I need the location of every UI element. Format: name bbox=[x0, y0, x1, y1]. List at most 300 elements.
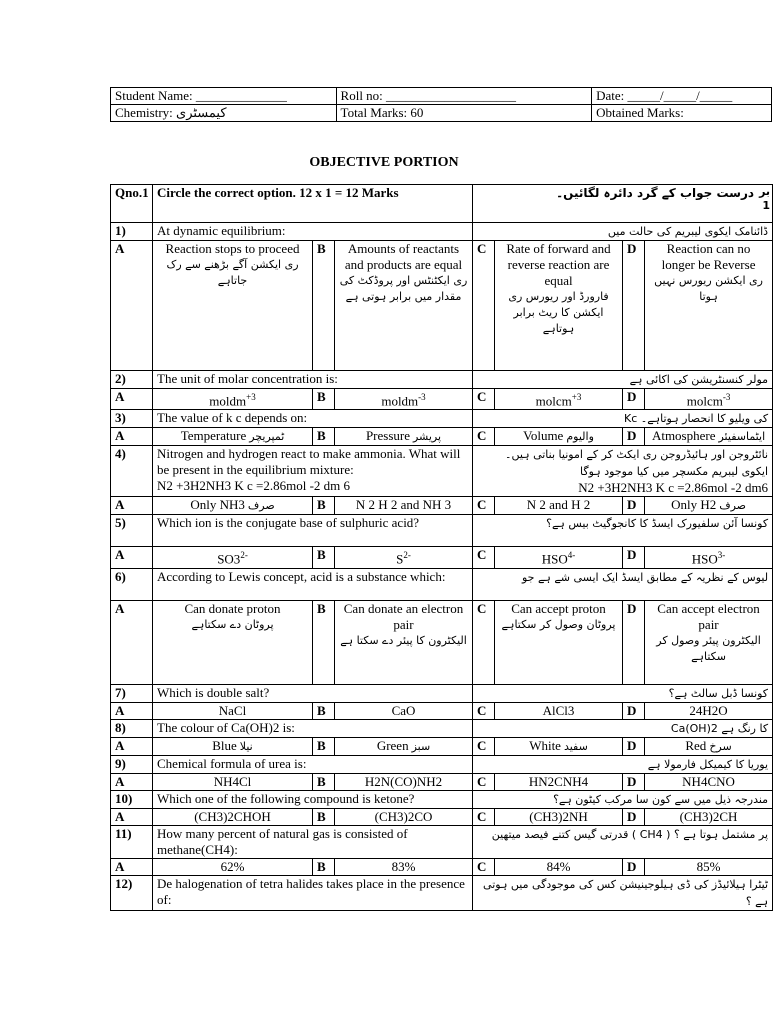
option-english: Green bbox=[376, 737, 409, 753]
option-letter bbox=[623, 428, 645, 446]
option-letter-text: C bbox=[477, 737, 487, 753]
option-letter bbox=[313, 808, 335, 825]
option-english: molcm bbox=[686, 393, 723, 409]
option-english: HN2CNH4 bbox=[528, 773, 589, 789]
option-letter bbox=[473, 428, 495, 446]
question-number-text: 1) bbox=[115, 223, 126, 238]
option-english: 85% bbox=[696, 858, 721, 874]
option-urdu: نیلا bbox=[239, 739, 253, 753]
question-text bbox=[153, 875, 473, 910]
option-letter-text: B bbox=[317, 702, 326, 718]
options-row bbox=[111, 702, 773, 719]
question-row bbox=[111, 223, 773, 241]
question-urdu-cell bbox=[473, 790, 773, 808]
option-letter bbox=[111, 600, 153, 684]
option-english: Volume bbox=[523, 428, 564, 444]
option-letter bbox=[313, 737, 335, 755]
option-english: H2N(CO)NH2 bbox=[364, 773, 443, 789]
question-number bbox=[111, 515, 153, 547]
option-letter-text: B bbox=[317, 497, 326, 513]
option-letter bbox=[111, 737, 153, 755]
question-row bbox=[111, 719, 773, 737]
option-superscript: 3- bbox=[717, 550, 726, 561]
option-value bbox=[335, 241, 473, 371]
question-english: The unit of molar concentration is: bbox=[157, 371, 338, 386]
option-letter-text: C bbox=[477, 547, 487, 563]
option-urdu: سفید bbox=[563, 739, 588, 753]
option-english: SO3 bbox=[217, 551, 241, 567]
option-value bbox=[153, 773, 313, 790]
option-letter-text: C bbox=[477, 773, 487, 789]
question-english: Which ion is the conjugate base of sulphuric acid? bbox=[157, 515, 420, 531]
question-number-text: 8) bbox=[115, 719, 126, 735]
option-value bbox=[153, 497, 313, 515]
option-letter-text: B bbox=[317, 241, 326, 256]
question-text bbox=[153, 719, 473, 737]
option-letter bbox=[623, 773, 645, 790]
question-text bbox=[153, 515, 473, 547]
question-number bbox=[111, 825, 153, 858]
question-urdu: کونسا ڈبل سالٹ ہے؟ bbox=[668, 686, 769, 700]
option-value bbox=[335, 428, 473, 446]
question-number-text: 7) bbox=[115, 684, 126, 700]
option-letter-text: A bbox=[115, 600, 125, 616]
option-urdu: پریشر bbox=[412, 430, 442, 444]
question-formula: N2 +3H2NH3 K c =2.86mol -2 dm 6 bbox=[157, 478, 351, 494]
option-value bbox=[153, 702, 313, 719]
option-value bbox=[495, 600, 623, 684]
question-urdu: Kc کی ویلیو کا انحصار ہوتاہے۔ bbox=[624, 412, 769, 426]
option-english: Can accept electron pair bbox=[657, 600, 760, 632]
option-value bbox=[495, 241, 623, 371]
option-urdu: والیوم bbox=[566, 430, 594, 444]
option-english: Only NH3 bbox=[190, 497, 245, 513]
question-english: Which one of the following compound is ketone? bbox=[157, 790, 415, 806]
option-value bbox=[495, 428, 623, 446]
question-english: Chemical formula of urea is: bbox=[157, 755, 307, 771]
obtained-marks-field: Obtained Marks: bbox=[592, 105, 772, 122]
option-value bbox=[645, 600, 773, 684]
option-english: moldm bbox=[209, 393, 247, 409]
total-marks-field: Total Marks: 60 bbox=[336, 105, 592, 122]
option-letter-text: C bbox=[477, 241, 487, 256]
option-english: Pressure bbox=[365, 428, 410, 444]
option-english: N 2 and H 2 bbox=[526, 497, 591, 513]
option-value bbox=[153, 600, 313, 684]
option-letter-text: C bbox=[477, 497, 487, 513]
question-urdu: نائٹروجن اور ہائیڈروجن ری ایکٹ کر کے امونیا بناتی ہیں۔ ایکوی لیبریم مکسچر میں کیا موجود ہوگا bbox=[505, 448, 769, 479]
instruction-urdu: درست جواب کے گرد دائرہ لگائیں۔ bbox=[556, 186, 755, 200]
question-row bbox=[111, 825, 773, 858]
question-urdu: یوریا کا کیمیکل فارمولا ہے bbox=[647, 757, 769, 771]
option-letter bbox=[473, 858, 495, 875]
student-info-table bbox=[110, 87, 772, 122]
question-english: According to Lewis concept, acid is a substance which: bbox=[157, 568, 446, 584]
option-urdu: ری ایکشن آگے بڑھنے سے رک جاتاہے bbox=[166, 258, 299, 287]
options-row bbox=[111, 773, 773, 790]
option-letter bbox=[111, 428, 153, 446]
option-letter-text: D bbox=[627, 737, 637, 753]
question-row bbox=[111, 410, 773, 428]
option-urdu: پروٹان دے سکتاہے bbox=[191, 617, 274, 631]
question-number-text: 11) bbox=[115, 825, 132, 841]
question-row bbox=[111, 755, 773, 773]
option-letter bbox=[111, 389, 153, 410]
option-letter bbox=[313, 773, 335, 790]
option-urdu: ری ایکشن ریورس نہیں ہوتا bbox=[654, 274, 763, 303]
option-letter bbox=[473, 600, 495, 684]
option-letter-text: C bbox=[477, 428, 487, 444]
option-letter-text: A bbox=[115, 389, 125, 404]
option-letter-text: B bbox=[317, 600, 326, 616]
option-letter-text: D bbox=[627, 428, 637, 444]
option-superscript: +3 bbox=[246, 392, 256, 402]
option-value bbox=[645, 241, 773, 371]
option-letter bbox=[313, 858, 335, 875]
option-english: HSO bbox=[691, 551, 718, 567]
option-value bbox=[645, 858, 773, 875]
option-english: Blue bbox=[212, 737, 237, 753]
option-value bbox=[153, 737, 313, 755]
option-letter bbox=[111, 858, 153, 875]
question-number-text: 9) bbox=[115, 755, 126, 771]
question-text bbox=[153, 446, 473, 497]
question-row bbox=[111, 568, 773, 600]
option-value bbox=[645, 547, 773, 568]
option-urdu: الیکٹرون پیئر وصول کر سکتاہے bbox=[656, 633, 761, 663]
option-letter-text: A bbox=[115, 241, 125, 256]
option-urdu: ایٹماسفیئر bbox=[718, 430, 766, 444]
option-english: Temperature bbox=[180, 428, 247, 444]
option-letter-text: D bbox=[627, 858, 637, 874]
option-value bbox=[495, 773, 623, 790]
question-english: De halogenation of tetra halides takes place in the presence of: bbox=[157, 875, 465, 907]
instruction-text: Circle the correct option. 12 x 1 = 12 Marks bbox=[153, 185, 473, 223]
option-letter bbox=[313, 428, 335, 446]
option-value bbox=[335, 497, 473, 515]
question-number-text: 12) bbox=[115, 875, 133, 891]
option-letter bbox=[313, 497, 335, 515]
option-letter-text: B bbox=[317, 428, 326, 444]
question-number bbox=[111, 875, 153, 910]
question-text bbox=[153, 568, 473, 600]
question-english: The colour of Ca(OH)2 is: bbox=[157, 719, 295, 735]
option-urdu: صرف bbox=[719, 499, 747, 513]
option-superscript: 2- bbox=[240, 550, 248, 561]
question-urdu: ٹیٹرا ہیلائیڈز کی ڈی ہیلوجینیشن کس کی موجودگی میں ہوتی ہے ؟ bbox=[483, 877, 769, 908]
option-english: 62% bbox=[220, 858, 245, 874]
question-urdu-cell bbox=[473, 875, 773, 910]
option-letter bbox=[473, 241, 495, 371]
question-number bbox=[111, 684, 153, 702]
option-letter-text: B bbox=[317, 547, 326, 563]
option-english: S bbox=[396, 551, 404, 567]
options-row bbox=[111, 389, 773, 410]
question-urdu-cell bbox=[473, 825, 773, 858]
question-text bbox=[153, 825, 473, 858]
option-urdu: صرف bbox=[247, 499, 275, 513]
option-value bbox=[153, 808, 313, 825]
option-english: 83% bbox=[391, 858, 416, 874]
question-urdu-cell bbox=[473, 684, 773, 702]
option-letter bbox=[623, 547, 645, 568]
question-number-text: 10) bbox=[115, 790, 133, 806]
option-letter bbox=[473, 497, 495, 515]
option-value bbox=[645, 773, 773, 790]
option-superscript: 4- bbox=[567, 550, 576, 561]
option-value bbox=[153, 858, 313, 875]
option-letter bbox=[623, 808, 645, 825]
options-row bbox=[111, 428, 773, 446]
option-english: moldm bbox=[381, 393, 419, 409]
option-letter bbox=[111, 241, 153, 371]
option-english: 84% bbox=[546, 858, 571, 874]
option-value bbox=[495, 497, 623, 515]
question-row bbox=[111, 790, 773, 808]
option-letter bbox=[111, 808, 153, 825]
question-english: At dynamic equilibrium: bbox=[157, 223, 286, 238]
option-letter-text: D bbox=[627, 547, 637, 563]
option-superscript: +3 bbox=[571, 392, 582, 402]
question-urdu-cell bbox=[473, 515, 773, 547]
question-text bbox=[153, 790, 473, 808]
option-letter bbox=[313, 702, 335, 719]
option-english: molcm bbox=[535, 393, 572, 409]
option-letter bbox=[473, 808, 495, 825]
option-letter-text: D bbox=[627, 497, 637, 513]
question-number bbox=[111, 755, 153, 773]
option-english: NH4CNO bbox=[682, 773, 735, 789]
option-value bbox=[495, 808, 623, 825]
option-english: CaO bbox=[391, 702, 416, 718]
option-english: N 2 H 2 and NH 3 bbox=[355, 497, 452, 513]
option-value bbox=[153, 547, 313, 568]
option-english: White bbox=[529, 737, 561, 753]
option-english: AlCl3 bbox=[542, 702, 575, 718]
option-superscript: -3 bbox=[418, 392, 426, 402]
options-row bbox=[111, 497, 773, 515]
option-letter-text: B bbox=[317, 389, 326, 404]
option-letter bbox=[313, 600, 335, 684]
option-value bbox=[645, 702, 773, 719]
options-row bbox=[111, 241, 773, 371]
question-number-text: 6) bbox=[115, 568, 126, 584]
option-urdu: سبز bbox=[411, 739, 431, 753]
option-value bbox=[335, 858, 473, 875]
option-value bbox=[645, 808, 773, 825]
option-urdu: فارورڈ اور ریورس ری ایکشن کا ریٹ برابر ہوتاہے bbox=[508, 290, 609, 335]
option-letter bbox=[111, 773, 153, 790]
question-row bbox=[111, 684, 773, 702]
option-english: Can accept proton bbox=[511, 600, 606, 616]
instruction-urdu-cell bbox=[473, 185, 773, 223]
question-row bbox=[111, 515, 773, 547]
question-number-text: 5) bbox=[115, 515, 126, 531]
question-number bbox=[111, 568, 153, 600]
question-urdu-cell bbox=[473, 371, 773, 389]
question-urdu: ڈائنامک ایکوی لیبریم کی حالت میں bbox=[607, 225, 769, 238]
option-english: Amounts of reactants and products are equal bbox=[344, 241, 463, 272]
option-value bbox=[153, 389, 313, 410]
option-letter bbox=[473, 389, 495, 410]
question-number bbox=[111, 446, 153, 497]
option-letter bbox=[313, 547, 335, 568]
option-letter bbox=[313, 389, 335, 410]
option-value bbox=[335, 547, 473, 568]
option-letter bbox=[623, 600, 645, 684]
question-row bbox=[111, 371, 773, 389]
question-urdu: مندرجہ ذیل میں سے کون سا مرکب کیٹون ہے؟ bbox=[553, 792, 769, 806]
option-value bbox=[645, 389, 773, 410]
option-superscript: -3 bbox=[722, 392, 731, 402]
question-english: Which is double salt? bbox=[157, 684, 270, 700]
option-letter bbox=[111, 702, 153, 719]
option-english: Reaction can no longer be Reverse bbox=[661, 241, 756, 272]
option-english: Only H2 bbox=[671, 497, 717, 513]
question-urdu: مولر کنسنٹریشن کی اکائی ہے bbox=[629, 373, 769, 386]
option-letter-text: C bbox=[477, 389, 487, 404]
option-letter-text: B bbox=[317, 737, 326, 753]
option-letter bbox=[623, 389, 645, 410]
option-english: (CH3)2CH bbox=[679, 808, 738, 824]
option-letter bbox=[623, 241, 645, 371]
option-letter bbox=[623, 737, 645, 755]
options-row bbox=[111, 737, 773, 755]
question-text bbox=[153, 371, 473, 389]
option-letter-text: C bbox=[477, 702, 487, 718]
question-number bbox=[111, 719, 153, 737]
options-row bbox=[111, 547, 773, 568]
roll-no-field: Roll no: ____________________ bbox=[336, 88, 592, 105]
option-english: Can donate proton bbox=[184, 600, 281, 616]
question-number-text: 4) bbox=[115, 446, 126, 462]
date-field: Date: _____/_____/_____ bbox=[592, 88, 772, 105]
option-letter-text: D bbox=[627, 702, 637, 718]
option-value bbox=[153, 241, 313, 371]
question-number bbox=[111, 371, 153, 389]
option-value bbox=[335, 773, 473, 790]
option-urdu: پروٹان وصول کر سکتاہے bbox=[501, 617, 616, 631]
option-letter-text: A bbox=[115, 547, 125, 563]
option-letter bbox=[473, 702, 495, 719]
question-row bbox=[111, 875, 773, 910]
options-row bbox=[111, 858, 773, 875]
option-letter bbox=[313, 241, 335, 371]
option-value bbox=[335, 702, 473, 719]
option-value bbox=[495, 702, 623, 719]
question-text bbox=[153, 223, 473, 241]
options-row bbox=[111, 808, 773, 825]
question-text bbox=[153, 755, 473, 773]
option-letter-text: A bbox=[115, 773, 125, 789]
question-urdu: قدرتی گیس کتنے فیصد میتھین ( CH4 ) پر مشتمل ہوتا ہے ؟ bbox=[491, 827, 769, 841]
qno-label: Qno.1 bbox=[111, 185, 153, 223]
option-letter bbox=[623, 702, 645, 719]
option-urdu: ٹمپریچر bbox=[249, 430, 285, 444]
option-english: NH4Cl bbox=[213, 773, 252, 789]
option-english: (CH3)2NH bbox=[529, 808, 588, 824]
option-letter-text: B bbox=[317, 858, 326, 874]
option-urdu: ری ایکٹنٹس اور پروڈکٹ کی مقدار میں برابر ہوتی ہے bbox=[339, 274, 468, 303]
option-english: Rate of forward and reverse reaction are equal bbox=[506, 241, 611, 288]
question-urdu-cell bbox=[473, 568, 773, 600]
question-number bbox=[111, 410, 153, 428]
option-letter-text: A bbox=[115, 858, 125, 874]
option-english: Atmosphere bbox=[651, 428, 716, 444]
option-value bbox=[645, 497, 773, 515]
question-row bbox=[111, 446, 773, 497]
question-number-text: 2) bbox=[115, 371, 126, 386]
question-number-text: 3) bbox=[115, 410, 126, 426]
option-value bbox=[335, 389, 473, 410]
option-value bbox=[495, 389, 623, 410]
option-letter bbox=[111, 547, 153, 568]
question-urdu-cell bbox=[473, 223, 773, 241]
option-english: Can donate an electron pair bbox=[343, 600, 464, 632]
option-letter-text: D bbox=[627, 241, 637, 256]
option-value bbox=[645, 737, 773, 755]
option-letter-text: C bbox=[477, 600, 487, 616]
option-letter-text: B bbox=[317, 808, 326, 824]
option-value bbox=[153, 428, 313, 446]
question-number bbox=[111, 790, 153, 808]
option-letter bbox=[473, 547, 495, 568]
question-urdu: کونسا آئن سلفیورک ایسڈ کا کانجوگیٹ بیس ہے؟ bbox=[546, 517, 769, 531]
options-row bbox=[111, 600, 773, 684]
option-english: 24H2O bbox=[689, 702, 728, 718]
option-letter-text: D bbox=[627, 773, 637, 789]
option-letter bbox=[623, 858, 645, 875]
question-text bbox=[153, 410, 473, 428]
option-letter-text: A bbox=[115, 737, 125, 753]
option-english: NaCl bbox=[218, 702, 247, 718]
page-title: OBJECTIVE PORTION bbox=[309, 155, 459, 170]
question-urdu-formula: N2 +3H2NH3 K c =2.86mol -2 dm6 bbox=[578, 480, 769, 496]
option-value bbox=[495, 858, 623, 875]
option-english: HSO bbox=[541, 551, 568, 567]
option-value bbox=[645, 428, 773, 446]
question-number bbox=[111, 223, 153, 241]
option-letter bbox=[111, 497, 153, 515]
option-letter-text: D bbox=[627, 389, 637, 404]
question-english: The value of k c depends on: bbox=[157, 410, 308, 426]
option-letter-text: D bbox=[627, 808, 637, 824]
option-letter bbox=[473, 773, 495, 790]
option-letter bbox=[623, 497, 645, 515]
questions-table bbox=[110, 184, 773, 911]
option-superscript: 2- bbox=[403, 550, 411, 561]
question-urdu-cell bbox=[473, 755, 773, 773]
option-letter-text: A bbox=[115, 428, 125, 444]
option-english: (CH3)2CO bbox=[374, 808, 433, 824]
option-letter-text: D bbox=[627, 600, 637, 616]
question-english: Nitrogen and hydrogen react to make ammonia. What will be present in the equilibrium mixture: bbox=[157, 446, 461, 478]
option-value bbox=[495, 737, 623, 755]
option-value bbox=[335, 600, 473, 684]
option-english: (CH3)2CHOH bbox=[194, 808, 271, 824]
question-text bbox=[153, 684, 473, 702]
question-header-row bbox=[111, 185, 773, 223]
option-urdu: سرخ bbox=[709, 739, 732, 753]
option-letter-text: A bbox=[115, 702, 125, 718]
option-value bbox=[495, 547, 623, 568]
question-urdu: Ca(OH)2 کا رنگ ہے bbox=[670, 721, 769, 735]
question-urdu: لیوس کے نظریہ کے مطابق ایسڈ ایک ایسی شے ہے جو bbox=[521, 570, 769, 584]
subject-field: Chemistry: کیمسٹری bbox=[111, 105, 337, 122]
student-name-field: Student Name: ______________ bbox=[111, 88, 337, 105]
option-letter-text: B bbox=[317, 773, 326, 789]
option-letter-text: A bbox=[115, 497, 125, 513]
